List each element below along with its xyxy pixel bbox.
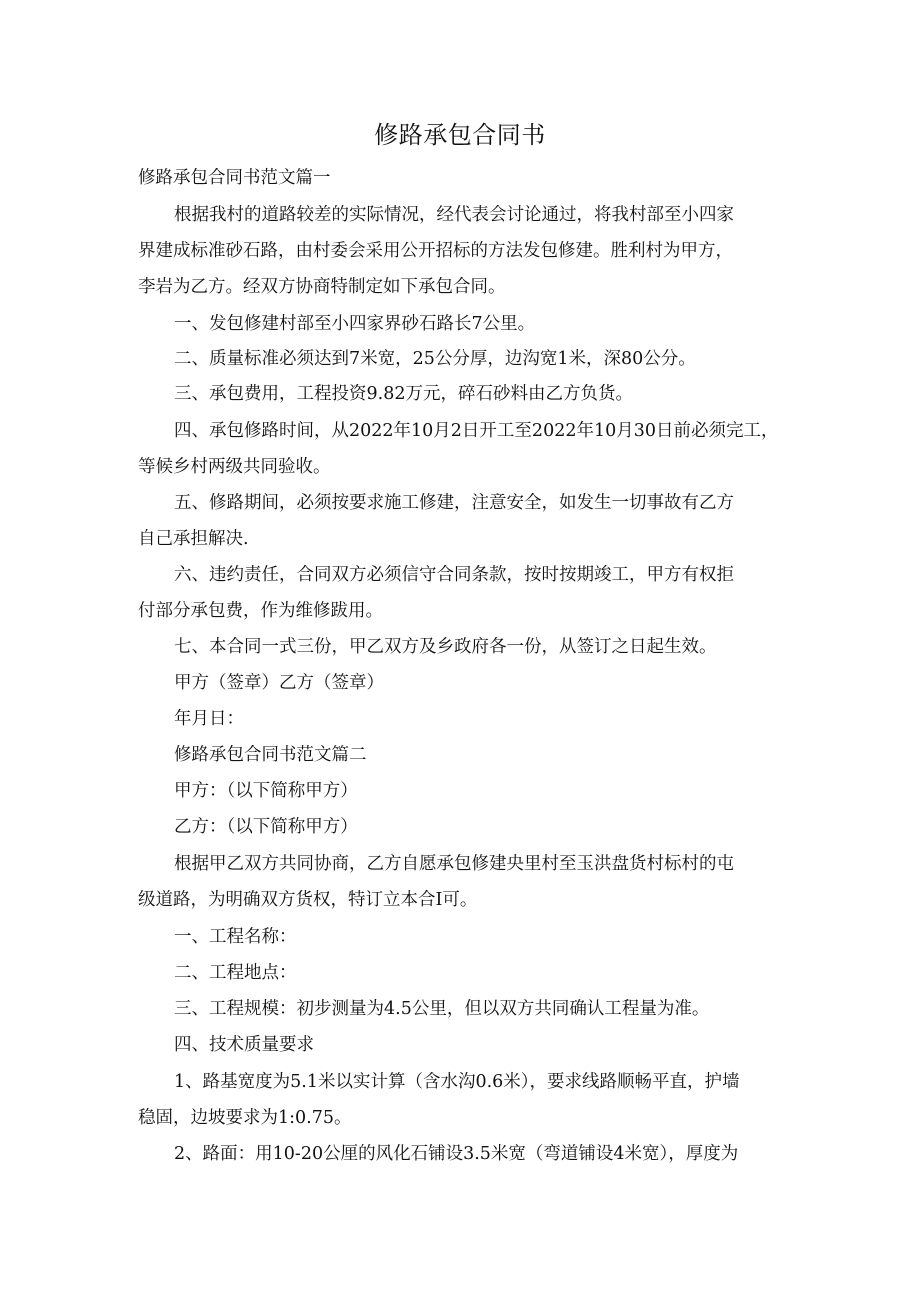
clause-line: 2、路面：用10-20公厘的风化石铺设3.5米宽（弯道铺设4米宽），厚度为 [174,1144,739,1164]
party-a-line: 甲方：（以下简称甲方） [174,781,358,801]
date-line: 年月日： [174,709,244,729]
section-heading-1: 修路承包合同书范文篇一 [138,168,331,188]
section-heading-2: 修路承包合同书范文篇二 [174,745,367,765]
paragraph-line: 李岩为乙方。经双方协商特制定如下承包合同。 [138,277,506,297]
clause-line: 一、发包修建村部至小四家界砂石路长7公里。 [174,314,536,334]
clause-line: 等候乡村两级共同验收。 [138,457,331,477]
clause-line: 一、工程名称： [174,927,297,947]
paragraph-line: 级道路，为明确双方货权，特订立本合I可。 [138,890,478,910]
clause-line: 六、违约责任，合同双方必须信守合同条款，按时按期竣工，甲方有权拒 [174,565,734,585]
paragraph-line: 界建成标准砂石路，由村委会采用公开招标的方法发包修建。胜利村为甲方， [138,241,733,261]
clause-line: 二、工程地点： [174,963,297,983]
clause-line: 付部分承包费，作为维修跋用。 [138,601,383,621]
document-title: 修路承包合同书 [374,121,546,149]
clause-line: 七、本合同一式三份，甲乙双方及乡政府各一份，从签订之日起生效。 [174,637,717,657]
paragraph-line: 根据我村的道路较差的实际情况，经代表会讨论通过，将我村部至小四家 [174,205,734,225]
clause-line: 稳固，边坡要求为1:0.75。 [138,1108,352,1128]
clause-line: 四、承包修路时间，从2022年10月2日开工至2022年10月30日前必须完工， [174,421,779,441]
clause-line: 1、路基宽度为5.1米以实计算（含水沟0.6米），要求线路顺畅平直，护墙 [174,1072,740,1092]
clause-line: 四、技术质量要求 [174,1035,314,1055]
clause-line: 三、承包费用，工程投资9.82万元，碎石砂料由乙方负货。 [174,384,633,404]
signature-line: 甲方（签章）乙方（签章） [174,673,384,693]
clause-line: 自己承担解决. [138,529,249,549]
clause-line: 二、质量标准必须达到7米宽，25公分厚，边沟宽1米，深80公分。 [174,349,696,369]
clause-line: 五、修路期间，必须按要求施工修建，注意安全，如发生一切事故有乙方 [174,493,734,513]
paragraph-line: 根据甲乙双方共同协商，乙方自愿承包修建央里村至玉洪盘货村标村的屯 [174,854,734,874]
party-b-line: 乙方：（以下简称甲方） [174,817,358,837]
clause-line: 三、工程规模：初步测量为4.5公里，但以双方共同确认工程量为准。 [174,999,710,1019]
